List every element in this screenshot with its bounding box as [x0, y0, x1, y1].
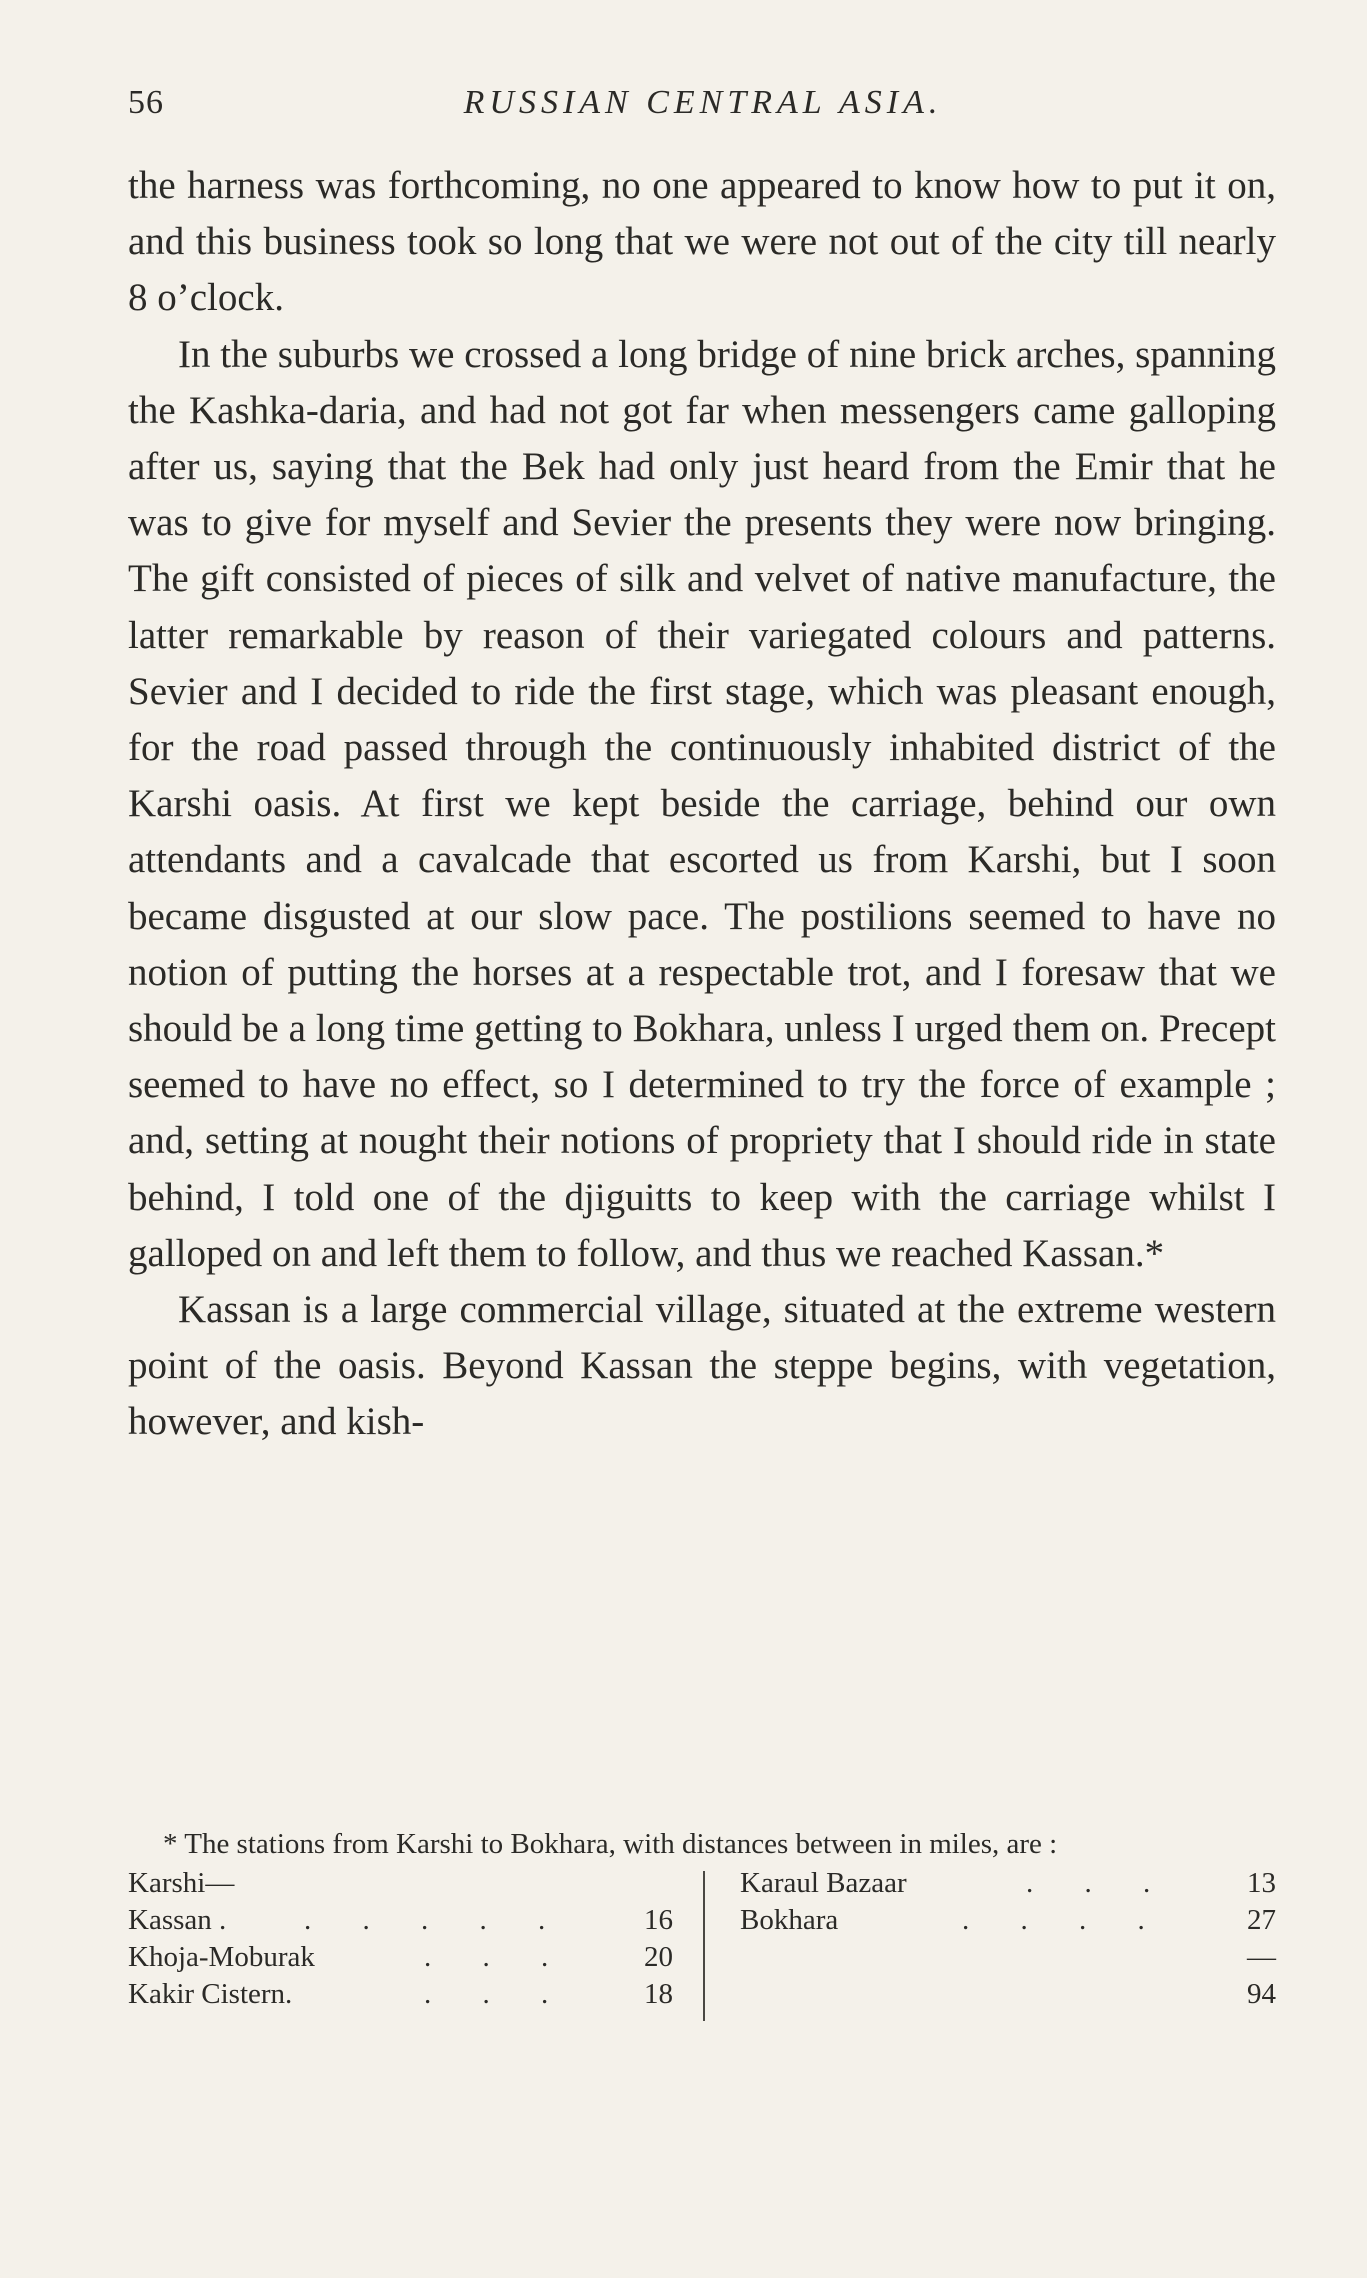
station-distance: 16 — [644, 1904, 673, 1936]
station-name: Khoja-Moburak — [128, 1941, 315, 1973]
station-name: Karaul Bazaar — [740, 1867, 907, 1899]
station-name: Kakir Cistern. — [128, 1978, 293, 2010]
station-distance: 20 — [644, 1941, 673, 1973]
leader-dots: . . . . — [962, 1904, 1167, 1936]
total-rule-mark: — — [1247, 1941, 1276, 1973]
paragraph: Kassan is a large commercial village, situated at the extreme western point of the oasis. Beyond Kassan the steppe begins, with vegetation, however, and kish- — [128, 1288, 1276, 1444]
running-title: RUSSIAN CENTRAL ASIA. — [463, 84, 943, 121]
total-distance: 94 — [1247, 1978, 1276, 2010]
footnote — [128, 1826, 1276, 2025]
station-row — [128, 1939, 673, 1976]
stations-right-column — [740, 1865, 1276, 2013]
station-row — [740, 1939, 1276, 1976]
station-distance: 27 — [1247, 1904, 1276, 1936]
station-distance: 13 — [1247, 1867, 1276, 1899]
station-name: Bokhara — [740, 1904, 839, 1936]
paragraph: the harness was forthcoming, no one appeared to know how to put it on, and this business took so long that we were not out of the city till nearly 8 o’clock. — [128, 164, 1276, 320]
station-row — [128, 1976, 673, 2013]
paragraph: In the suburbs we crossed a long bridge of nine brick arches, spanning the Kashka-daria, and had not got far when messengers came galloping after us, saying that the Bek had only just heard from the Emir that he was to give for myself and Sevier the presents they were now bringing. The gift consisted of pieces of silk and velvet of native manufacture, the latter remarkable by reason of their variegated colours and patterns. Sevier and I decided to ride the first stage, which was pleasant enough, for the road passed through the continuously inhabited district of the Karshi oasis. At first we kept beside the carriage, behind our own attendants and a cavalcade that escorted us from Karshi, but I soon became disgusted at our slow pace. The postilions seemed to have no notion of putting the horses at a respectable trot, and I foresaw that we should be a long time getting to Bokhara, unless I urged them on. Precept seemed to have no effect, so I determined to try the force of example ; and, setting at nought their notions of propriety that I should ride in state behind, I told one of the djiguitts to keep with the carriage whilst I galloped on and left them to follow, and thus we reached Kassan.* — [128, 332, 1276, 1275]
page-header — [128, 84, 1278, 134]
column-divider — [703, 1871, 705, 2021]
body-text — [128, 158, 1276, 1451]
stations-left-column — [128, 1865, 673, 2013]
station-name: Karshi— — [128, 1867, 235, 1899]
leader-dots: . . . — [424, 1978, 571, 2010]
leader-dots: . . . — [1026, 1867, 1173, 1899]
station-row — [740, 1976, 1276, 2013]
page-number: 56 — [128, 84, 164, 121]
leader-dots: . . . — [424, 1941, 571, 1973]
station-row — [128, 1865, 673, 1902]
station-name: Kassan . — [128, 1904, 227, 1936]
station-row — [740, 1865, 1276, 1902]
station-distance: 18 — [644, 1978, 673, 2010]
station-row — [740, 1902, 1276, 1939]
footnote-intro: * The stations from Karshi to Bokhara, with distances between in miles, are : — [163, 1828, 1058, 1860]
stations-table — [128, 1865, 1276, 2025]
leader-dots: . . . . . — [304, 1904, 568, 1936]
station-row — [128, 1902, 673, 1939]
